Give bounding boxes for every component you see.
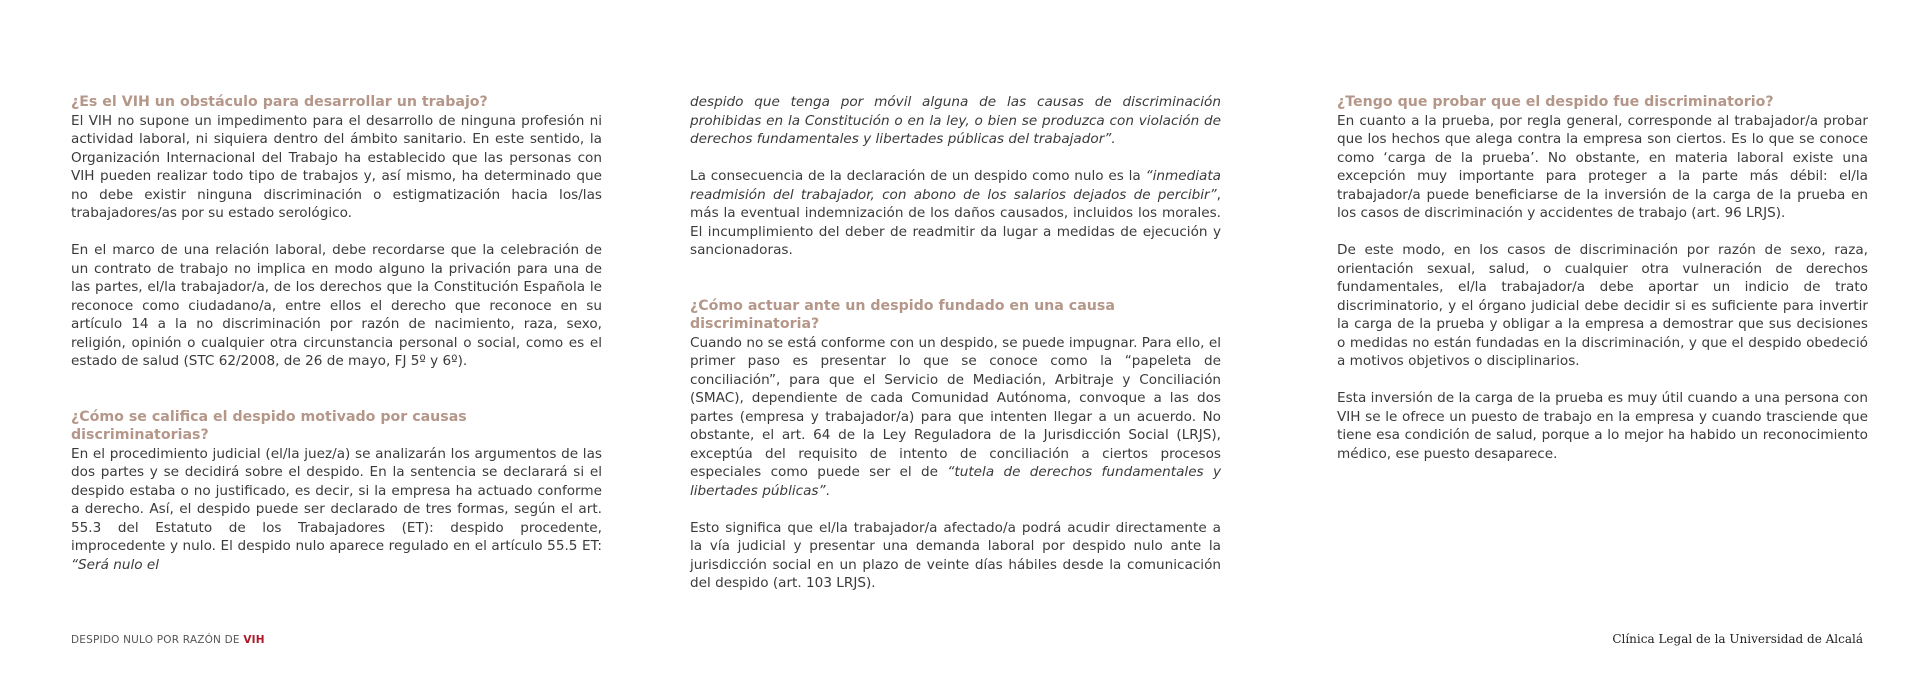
quote-text: “tutela de derechos fundamentales y libertades públicas” — [690, 464, 1222, 499]
heading-probar-despido: ¿Tengo que probar que el despido fue discriminatorio? — [1337, 94, 1774, 110]
paragraph-inversion-carga: Esta inversión de la carga de la prueba es muy útil cuando a una persona con VIH se le ofrece un puesto de trabajo en la empresa y cuando trasciende que tiene esa condición de salud, porque a lo mejor ha habido un reconocimiento médico, ese puesto desaparece. — [1337, 390, 1868, 462]
column-left — [71, 93, 602, 593]
paragraph-procedimiento-judicial: En el procedimiento judicial (el/la juez/a) se analizarán los argumentos de las dos partes y se decidirá sobre el despido. En la sentencia se declarará si el despido estaba o no justificado, es decir, si la empresa ha actuado conforme a derecho. Así, el despido puede ser declarado de tres formas, según el art. 55.3 del Estatuto de los Trabajadores (ET): despido procedente, improcedente y nulo. El despido nulo aparece regulado en el artículo 55.5 ET: “Será nulo el — [71, 445, 602, 573]
heading-como-actuar: ¿Cómo actuar ante un despido fundado en una causa discriminatoria? — [690, 297, 1115, 332]
paragraph-vih-profesion: El VIH no supone un impedimento para el desarrollo de ninguna profesión ni actividad laboral, ni siquiera dentro del ámbito sanitario. En este sentido, la Organización Internacional del Trabajo ha establecido que las personas con VIH pueden realizar todo tipo de trabajos y, así mismo, ha determinado que no debe existir ninguna discriminación o estigmatización hacia los/las trabajadores/as por su estado serológico. — [71, 112, 602, 221]
paragraph-quote-continuation: despido que tenga por móvil alguna de las causas de discriminación prohibidas en la Constitución o en la ley, o bien se produzca con violación de derechos fundamentales y libertades públicas del trabajador”. — [690, 94, 1221, 147]
footer-brand: VIH — [243, 634, 265, 646]
footer-title: DESPIDO NULO POR RAZÓN DE VIH — [71, 634, 265, 646]
paragraph-relacion-laboral: En el marco de una relación laboral, debe recordarse que la celebración de un contrato de trabajo no implica en modo alguno la privación para una de las partes, el/la trabajador/a, de los derechos que la Constitución Española le reconoce como ciudadano/a, entre ellos el derecho que reconoce en su artículo 14 a la no discriminación por razón de nacimiento, raza, sexo, religión, opinión o cualquier otra circunstancia personal o social, como es el estado de salud (STC 62/2008, de 26 de mayo, FJ 5º y 6º). — [71, 242, 602, 369]
paragraph-carga-prueba: En cuanto a la prueba, por regla general, corresponde al trabajador/a probar que los hechos que alega contra la empresa son ciertos. Es lo que se conoce como ‘carga de la prueba’. No obstante, en materia laboral existe una excepción muy importante para proteger a la parte más débil: el/la trabajador/a puede beneficiarse de la inversión de la carga de la prueba en los casos de discriminación y accidentes de trabajo (art. 96 LRJS). — [1337, 112, 1868, 221]
footer-institution: Clínica Legal de la Universidad de Alcalá — [1612, 632, 1863, 646]
paragraph-consecuencia-nulo: La consecuencia de la declaración de un despido como nulo es la “inmediata readmisión del trabajador, con abono de los salarios dejados de percibir”, más la eventual indemnización de los daños causados, incluidos los morales. El incumplimiento del deber de readmitir da lugar a medidas de ejecución y sancionadoras. — [690, 168, 1221, 258]
paragraph-indicio-discriminatorio: De este modo, en los casos de discriminación por razón de sexo, raza, orientación sexual, salud, o cualquier otra vulneración de derechos fundamentales, el/la trabajador/a debe aportar un indicio de trato discriminatorio, y el órgano judicial debe decidir si es suficiente para invertir la carga de la prueba y obligar a la empresa a demostrar que sus decisiones o medidas no están fundadas en la discriminación, y que el despido obedeció a motivos objetivos o disciplinarios. — [1337, 242, 1868, 369]
column-middle — [690, 93, 1221, 611]
paragraph-via-judicial: Esto significa que el/la trabajador/a afectado/a podrá acudir directamente a la vía judicial y presentar una demanda laboral por despido nulo ante la jurisdicción social en un plazo de veinte días hábiles desde la comunicación del despido (art. 103 LRJS). — [690, 519, 1221, 591]
quote-text: “inmediata readmisión del trabajador, con abono de los salarios dejados de percibir” — [690, 168, 1221, 203]
quote-text: “Será nulo el — [71, 556, 160, 573]
paragraph-impugnar: Cuando no se está conforme con un despido, se puede impugnar. Para ello, el primer paso es presentar lo que se conoce como la “papeleta de conciliación”, para que el Servicio de Mediación, Arbitraje y Conciliación (SMAC), dependiente de cada Comunidad Autónoma, convoque a las dos partes (empresa y trabajador/a) para que intenten llegar a un acuerdo. No obstante, el art. 64 de la Ley Reguladora de la Jurisdicción Social (LRJS), exceptúa del requisito de intento de conciliación a ciertos procesos especiales como puede ser el de “tutela de derechos fundamentales y libertades públicas”. — [690, 334, 1222, 499]
column-right — [1337, 93, 1868, 482]
heading-vih-obstaculo: ¿Es el VIH un obstáculo para desarrollar un trabajo? — [71, 94, 488, 110]
heading-calificacion-despido: ¿Cómo se califica el despido motivado por causas discriminatorias? — [71, 408, 467, 443]
